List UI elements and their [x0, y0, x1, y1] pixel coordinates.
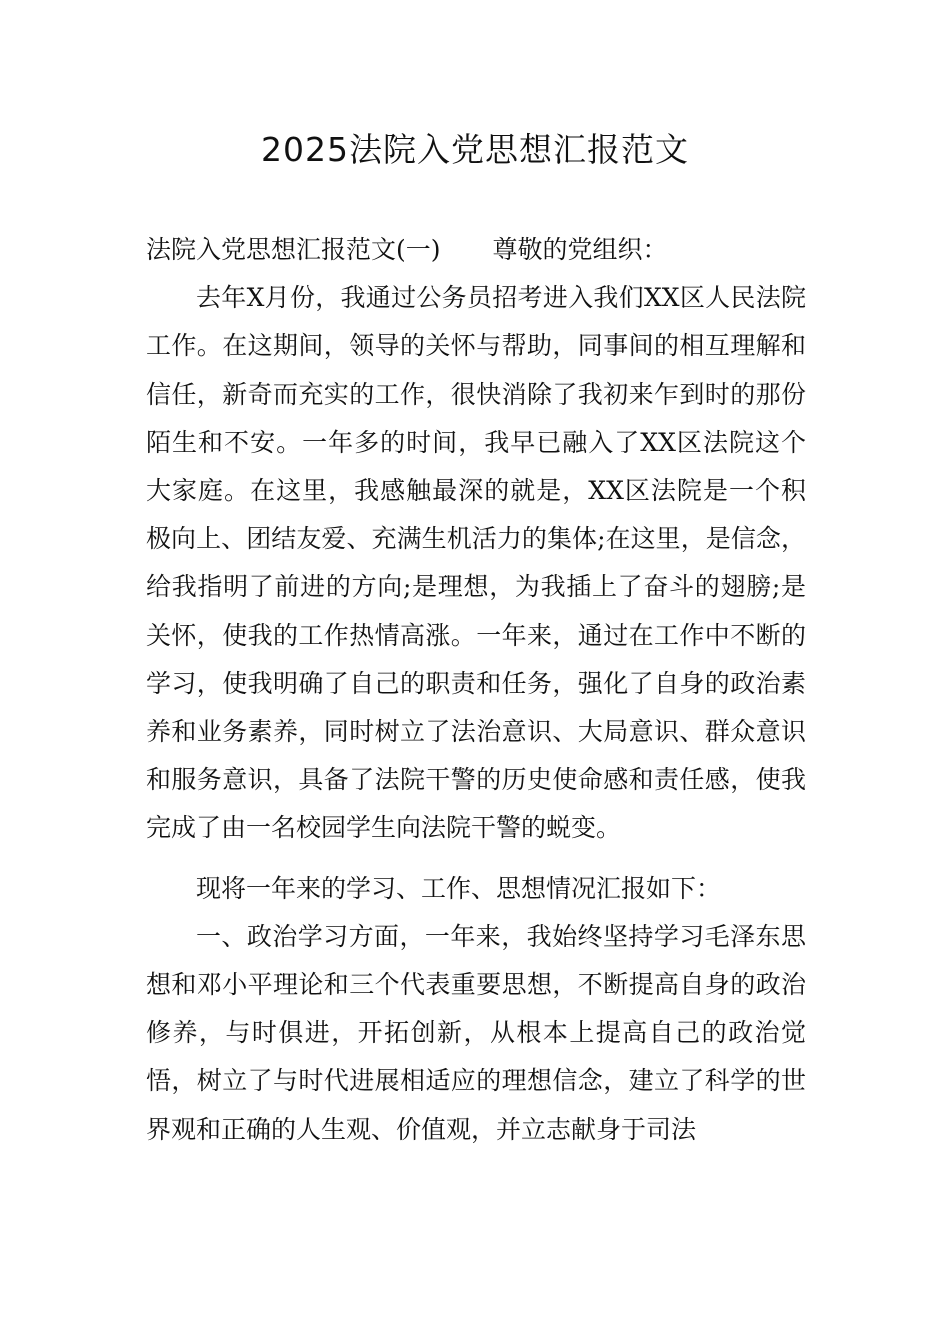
paragraph: 一、政治学习方面，一年来，我始终坚持学习毛泽东思想和邓小平理论和三个代表重要思想，不断提高自身的政治修养，与时俱进，开拓创新，从根本上提高自己的政治觉悟，树立了与时代进展相适应的理想信念，建立了科学的世界观和正确的人生观、价值观，并立志献身于司法: [146, 921, 806, 1144]
section-subtitle: 法院入党思想汇报范文(一): [146, 235, 441, 264]
paragraph: 去年X月份，我通过公务员招考进入我们XX区人民法院工作。在这期间，领导的关怀与帮助，同事间的相互理解和信任，新奇而充实的工作，很快消除了我初来乍到时的那份陌生和不安。一年多的时间，我早已融入了XX区法院这个大家庭。在这里，我感触最深的就是，XX区法院是一个积极向上、团结友爱、充满生机活力的集体;在这里，是信念，给我指明了前进的方向;是理想，为我插上了奋斗的翅膀;是关怀，使我的工作热情高涨。一年来，通过在工作中不断的学习，使我明确了自己的职责和任务，强化了自身的政治素养和业务素养，同时树立了法治意识、大局意识、群众意识和服务意识，具备了法院干警的历史使命感和责任感，使我完成了由一名校园学生向法院干警的蜕变。: [146, 283, 806, 843]
document-body: [146, 226, 806, 1154]
paragraph: 现将一年来的学习、工作、思想情况汇报如下：: [196, 873, 722, 903]
opening-line: [146, 226, 806, 274]
document-title: 2025法院入党思想汇报范文: [261, 130, 689, 169]
salutation: 尊敬的党组织：: [492, 235, 668, 264]
